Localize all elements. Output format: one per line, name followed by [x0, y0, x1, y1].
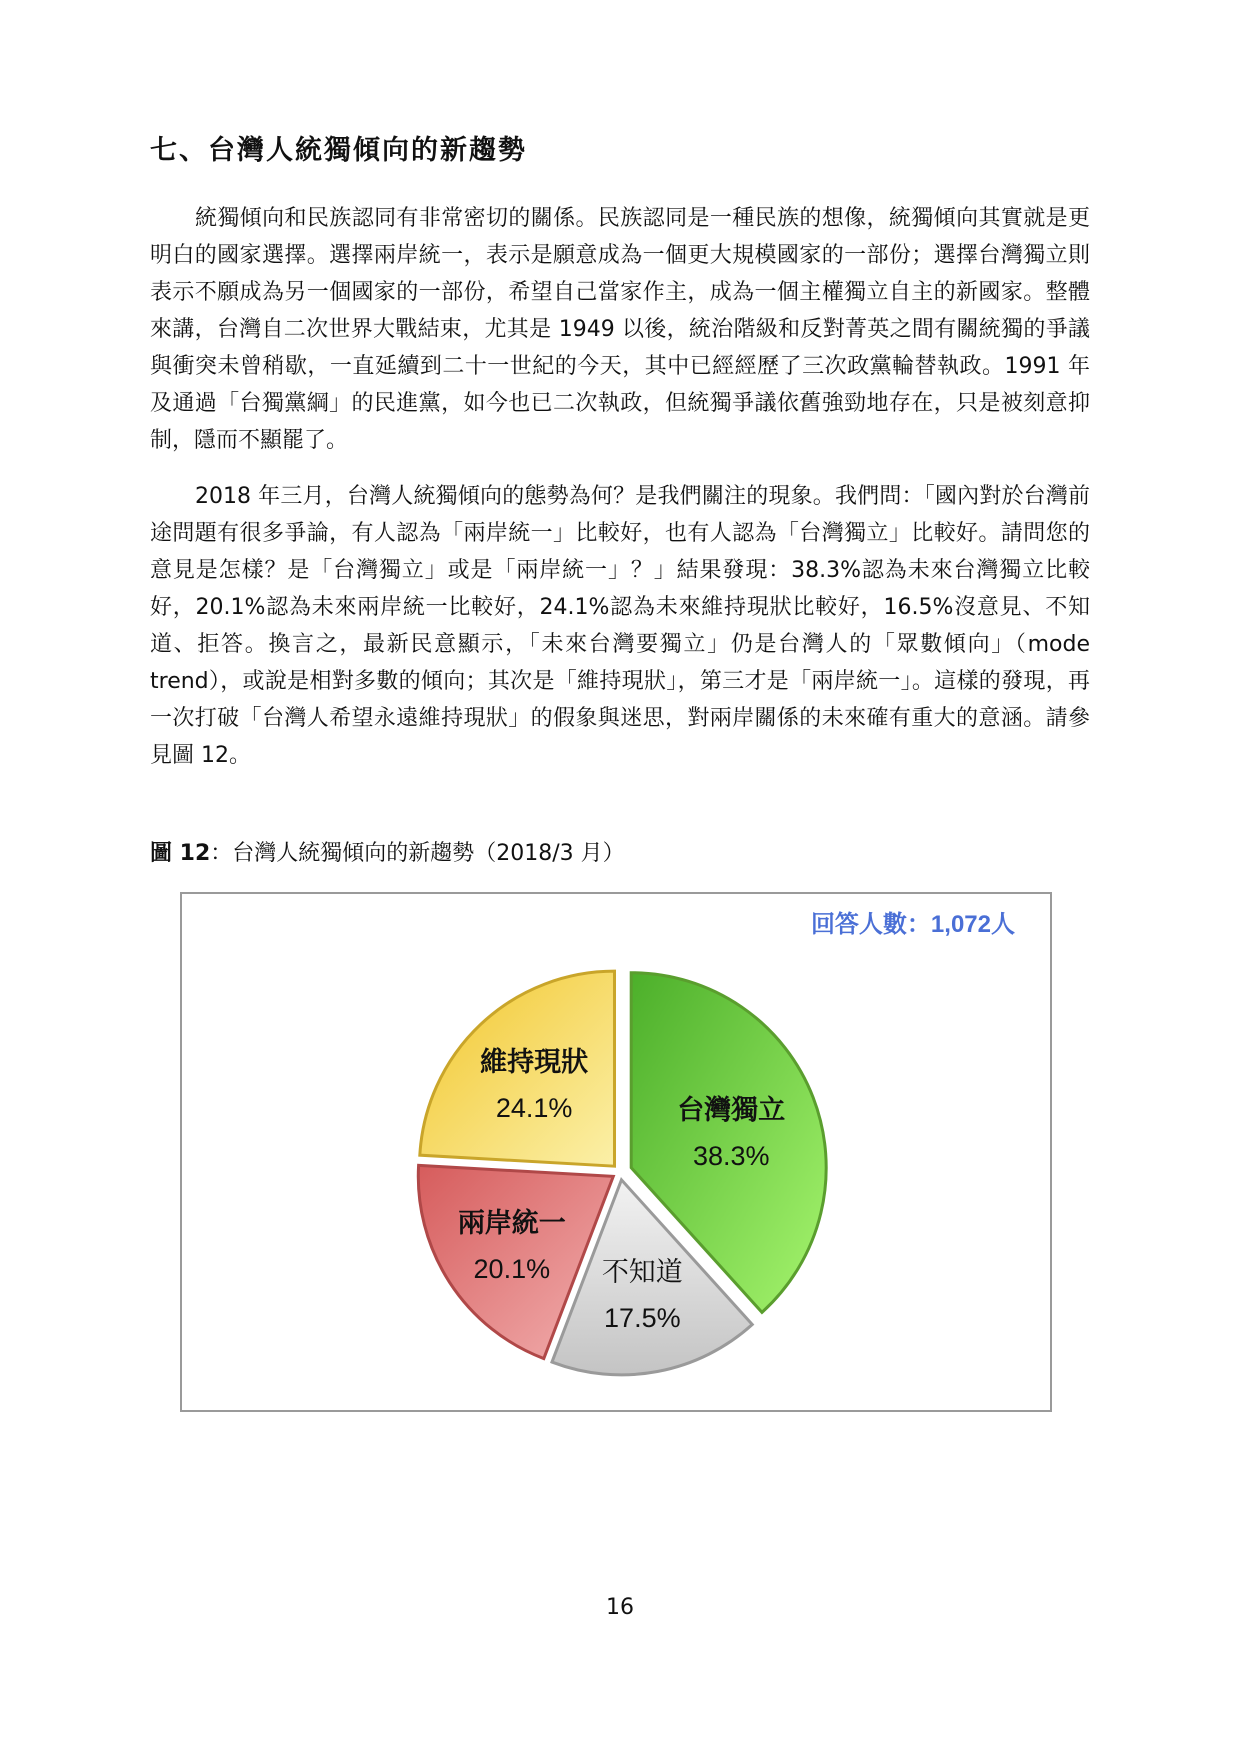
- body-paragraph-2: 2018 年三月，台灣人統獨傾向的態勢為何？是我們關注的現象。我們問：「國內對於台灣前途問題有很多爭論，有人認為「兩岸統一」比較好，也有人認為「台灣獨立」比較好。請問您的意見是怎樣？是「台灣獨立」或是「兩岸統一」？」結果發現：38.3%認為未來台灣獨立比較好，20.1%認為未來兩岸統一比較好，24.1%認為未來維持現狀比較好，16.5%沒意見、不知道、拒答。換言之，最新民意顯示，「未來台灣要獨立」仍是台灣人的「眾數傾向」（mode trend），或說是相對多數的傾向；其次是「維持現狀」，第三才是「兩岸統一」。這樣的發現，再一次打破「台灣人希望永遠維持現狀」的假象與迷思，對兩岸關係的未來確有重大的意涵。請參見圖 12。: [150, 484, 1090, 768]
- slice-label: 不知道: [601, 1257, 683, 1289]
- figure-caption-label: 圖 12: [150, 841, 211, 866]
- slice-label: 維持現狀: [480, 1047, 589, 1079]
- slice-value-label: 17.5%: [604, 1303, 681, 1334]
- body-paragraph-1: 統獨傾向和民族認同有非常密切的關係。民族認同是一種民族的想像，統獨傾向其實就是更明白的國家選擇。選擇兩岸統一，表示是願意成為一個更大規模國家的一部份；選擇台灣獨立則表示不願成為另一個國家的一部份，希望自己當家作主，成為一個主權獨立自主的新國家。整體來講，台灣自二次世界大戰結束，尤其是 1949 以後，統治階級和反對菁英之間有關統獨的爭議與衝突未曾稍歇，一直延續到二十一世紀的今天，其中已經經歷了三次政黨輪替執政。1991 年及通過「台獨黨綱」的民進黨，如今也已二次執政，但統獨爭議依舊強勁地存在，只是被刻意抑制，隱而不顯罷了。: [150, 206, 1090, 453]
- respondent-count-annotation: 回答人數：1,072人: [810, 911, 1015, 938]
- slice-value-label: 24.1%: [495, 1093, 573, 1124]
- pie-chart-container: [180, 892, 1052, 1412]
- slice-value-label: 38.3%: [693, 1141, 770, 1172]
- figure-caption: [150, 836, 625, 867]
- slice-label: 台灣獨立: [677, 1095, 786, 1127]
- slice-label: 兩岸統一: [457, 1208, 566, 1240]
- page-number: 16: [606, 1595, 634, 1620]
- pie-chart: [180, 892, 1052, 1412]
- slice-value-label: 20.1%: [473, 1254, 551, 1285]
- section-heading: 七、台灣人統獨傾向的新趨勢: [150, 135, 527, 166]
- figure-caption-text: ：台灣人統獨傾向的新趨勢（2018/3 月）: [210, 841, 625, 866]
